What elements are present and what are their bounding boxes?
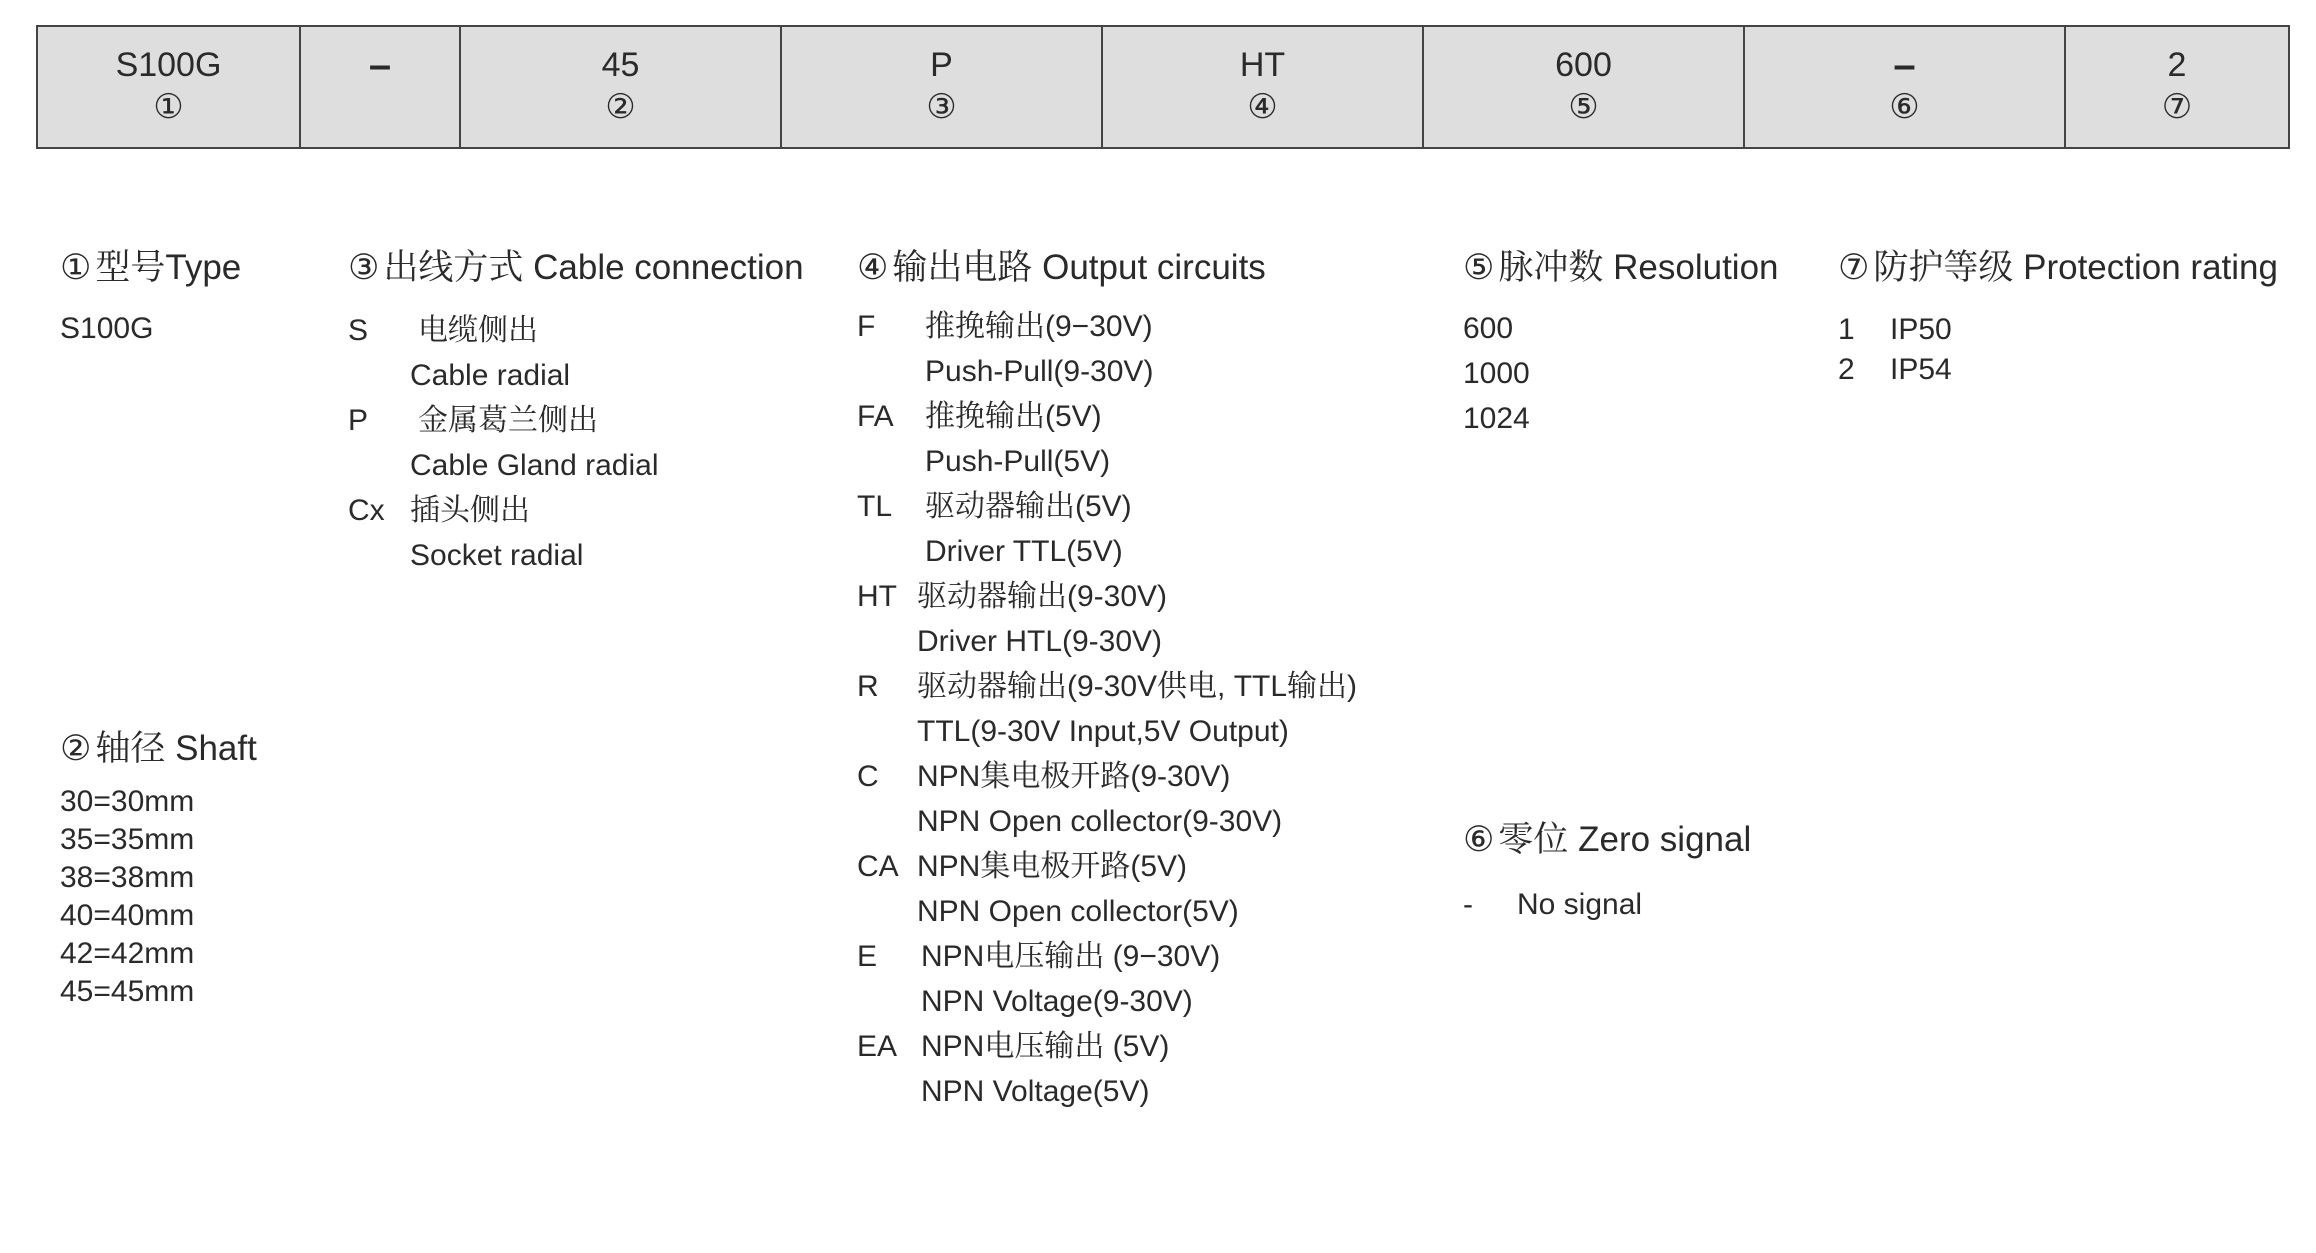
shaft-option: 40=40mm xyxy=(60,899,195,932)
output-option xyxy=(857,844,1357,934)
option-value: IP54 xyxy=(1890,353,1952,386)
code-number: ② xyxy=(605,88,636,126)
option-en: NPN Open collector(5V) xyxy=(917,895,1239,928)
option-code: F xyxy=(857,310,876,343)
option-en: Driver HTL(9-30V) xyxy=(917,625,1163,658)
section-protection-rating xyxy=(1838,246,2278,390)
code-bar xyxy=(36,25,2290,149)
output-option xyxy=(857,664,1357,754)
option-en: Cable Gland radial xyxy=(410,449,659,482)
output-option xyxy=(857,754,1357,844)
option-cn: NPN集电极开路(9-30V) xyxy=(917,760,1231,793)
option-cn: 驱动器输出(9-30V供电, TTL输出) xyxy=(917,670,1358,703)
option-en: Driver TTL(5V) xyxy=(925,535,1123,568)
option-en: NPN Voltage(9-30V) xyxy=(921,985,1193,1018)
option-cn: 驱动器输出(5V) xyxy=(925,490,1132,523)
option-cn: 插头侧出 xyxy=(410,494,530,527)
output-option xyxy=(857,304,1357,394)
option-cn: 推挽输出(9−30V) xyxy=(925,310,1153,343)
resolution-option: 1024 xyxy=(1463,402,1530,435)
code-cell-resolution xyxy=(1424,27,1745,147)
option-code: 1 xyxy=(1838,313,1855,346)
option-desc: No signal xyxy=(1517,888,1643,921)
section-heading: ⑥ 零位 Zero signal xyxy=(1463,820,1752,859)
option-en: Cable radial xyxy=(410,359,571,392)
output-option xyxy=(857,1024,1357,1114)
option-value: IP50 xyxy=(1890,313,1952,346)
shaft-option: 30=30mm xyxy=(60,785,195,818)
code-value: 600 xyxy=(1555,46,1612,84)
section-output-circuits xyxy=(857,246,1357,1114)
option-code: Cx xyxy=(348,494,385,527)
zero-option xyxy=(1463,882,1751,927)
option-cn: NPN电压输出 (9−30V) xyxy=(921,940,1221,973)
resolution-option: 600 xyxy=(1463,312,1514,345)
shaft-option: 42=42mm xyxy=(60,937,195,970)
option-code: HT xyxy=(857,580,897,613)
section-type xyxy=(60,246,241,348)
option-en: NPN Voltage(5V) xyxy=(921,1075,1150,1108)
option-cn: 推挽输出(5V) xyxy=(925,400,1102,433)
protection-option xyxy=(1838,350,2278,390)
option-code: R xyxy=(857,670,879,703)
cable-option xyxy=(348,308,804,398)
option-code: C xyxy=(857,760,879,793)
option-code: CA xyxy=(857,850,899,883)
code-number: ⑥ xyxy=(1889,88,1920,126)
section-heading: ⑦ 防护等级 Protection rating xyxy=(1838,248,2278,287)
option-en: Push-Pull(9-30V) xyxy=(925,355,1154,388)
option-code: - xyxy=(1463,888,1473,921)
type-value: S100G xyxy=(60,312,154,345)
code-cell-zero xyxy=(1745,27,2066,147)
output-option xyxy=(857,484,1357,574)
shaft-option: 38=38mm xyxy=(60,861,195,894)
section-cable-connection xyxy=(348,246,804,578)
code-number: ③ xyxy=(926,88,957,126)
code-cell-protection xyxy=(2066,27,2288,147)
option-en: Socket radial xyxy=(410,539,584,572)
code-cell-cable xyxy=(782,27,1103,147)
code-number: ⑤ xyxy=(1568,88,1599,126)
cable-option xyxy=(348,398,804,488)
section-heading: ② 轴径 Shaft xyxy=(60,729,257,768)
code-cell-shaft xyxy=(461,27,782,147)
code-value: 2 xyxy=(2167,46,2187,84)
code-value: P xyxy=(930,46,953,84)
code-cell-type xyxy=(38,27,301,147)
option-cn: 金属葛兰侧出 xyxy=(418,404,598,437)
section-shaft xyxy=(60,727,257,1011)
shaft-option: 35=35mm xyxy=(60,823,195,856)
code-cell-output xyxy=(1103,27,1424,147)
section-heading: ④ 输出电路 Output circuits xyxy=(857,248,1266,287)
code-cell-separator xyxy=(301,27,461,147)
option-cn: NPN电压输出 (5V) xyxy=(921,1030,1170,1063)
option-code: 2 xyxy=(1838,353,1855,386)
option-code: S xyxy=(348,314,369,347)
option-en: NPN Open collector(9-30V) xyxy=(917,805,1283,838)
code-value: S100G xyxy=(115,46,222,84)
protection-option xyxy=(1838,310,2278,350)
cable-option xyxy=(348,488,804,578)
section-resolution xyxy=(1463,246,1779,441)
option-code: E xyxy=(857,940,878,973)
code-value: HT xyxy=(1239,46,1286,84)
option-en: TTL(9-30V Input,5V Output) xyxy=(917,715,1289,748)
output-option xyxy=(857,394,1357,484)
section-heading: ① 型号Type xyxy=(60,248,242,287)
output-option xyxy=(857,934,1357,1024)
code-number: ⑦ xyxy=(2161,88,2193,126)
code-number: ④ xyxy=(1247,88,1278,126)
option-cn: 驱动器输出(9-30V) xyxy=(917,580,1168,613)
option-code: P xyxy=(348,404,369,437)
code-value: – xyxy=(368,43,392,87)
section-heading: ⑤ 脉冲数 Resolution xyxy=(1463,248,1779,287)
shaft-option: 45=45mm xyxy=(60,975,195,1008)
resolution-option: 1000 xyxy=(1463,357,1530,390)
output-option xyxy=(857,574,1357,664)
option-code: TL xyxy=(857,490,893,523)
option-code: FA xyxy=(857,400,894,433)
code-value: 45 xyxy=(601,46,640,84)
option-cn: NPN集电极开路(5V) xyxy=(917,850,1188,883)
option-cn: 电缆侧出 xyxy=(418,314,538,347)
section-heading: ③ 出线方式 Cable connection xyxy=(348,248,804,287)
option-en: Push-Pull(5V) xyxy=(925,445,1111,478)
code-number: ① xyxy=(153,88,184,126)
code-value: – xyxy=(1893,43,1916,87)
option-code: EA xyxy=(857,1030,898,1063)
section-zero-signal xyxy=(1463,818,1751,927)
